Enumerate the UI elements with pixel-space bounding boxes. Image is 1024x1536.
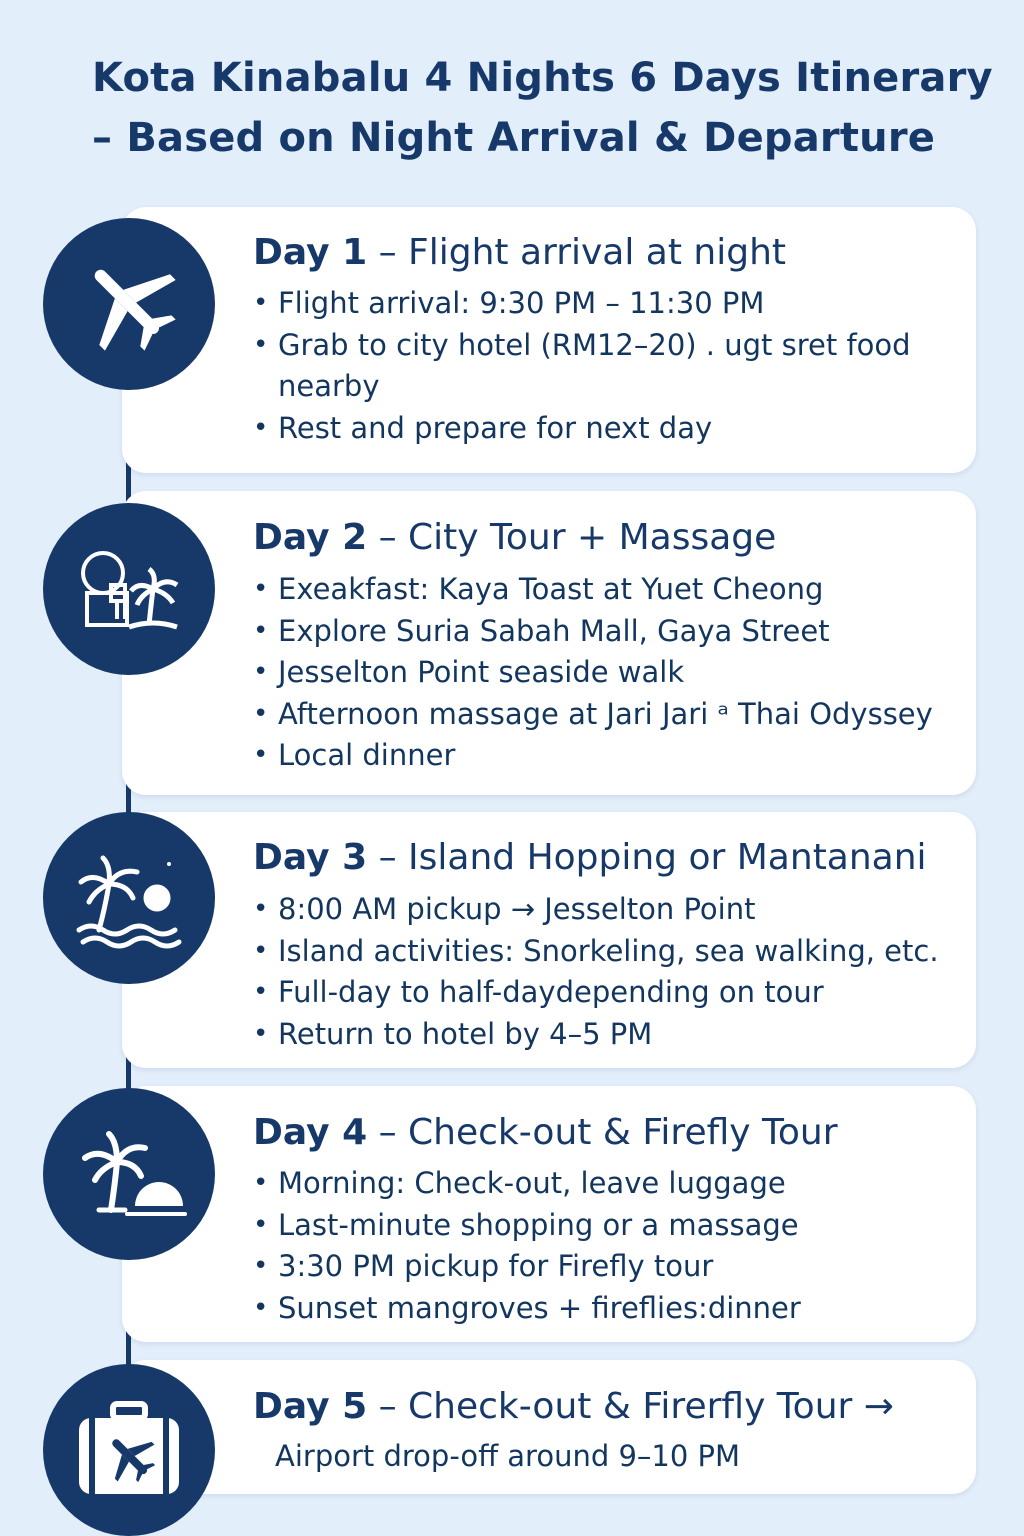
day-4-icon-circle (43, 1088, 215, 1260)
day-3-icon-circle (43, 812, 215, 984)
day-1-label: Day 1 (253, 232, 368, 273)
day-1-title: – Flight arrival at night (378, 232, 787, 273)
list-item: • 8:00 AM pickup → Jesselton Point (253, 889, 939, 931)
day-5-heading (253, 1385, 894, 1429)
day-3-title: – Island Hopping or Mantanani (378, 837, 927, 878)
list-item: • Return to hotel by 4–5 PM (253, 1014, 939, 1056)
day-2-icon-circle (43, 503, 215, 675)
list-item: • Full-day to half-daydepending on tour (253, 972, 939, 1014)
day-3-label: Day 3 (253, 837, 368, 878)
list-item: • Last-minute shopping or a massage (253, 1205, 801, 1247)
day-4-list (253, 1163, 801, 1329)
list-item: • Rest and prepare for next day (253, 408, 958, 450)
day-2-heading (253, 516, 776, 560)
island-palm-icon (69, 838, 189, 958)
city-palm-icon (69, 529, 189, 649)
page-title (92, 48, 992, 168)
day-4-heading (253, 1111, 838, 1155)
list-item: • 3:30 PM pickup for Firefly tour (253, 1246, 801, 1288)
day-5-label: Day 5 (253, 1386, 368, 1427)
palm-sunset-icon (69, 1114, 189, 1234)
day-5-title: – Check-out & Firerfly Tour → (378, 1386, 894, 1427)
day-1-icon-circle (43, 218, 215, 390)
day-5-icon-circle (43, 1364, 215, 1536)
list-item: • Afternoon massage at Jari Jari ᵃ Thai Odyssey (253, 694, 933, 736)
list-item: • Jesselton Point seaside walk (253, 652, 933, 694)
page-title-line-2: – Based on Night Arrival & Departure (92, 115, 936, 161)
day-5-note: Airport drop-off around 9–10 PM (275, 1439, 741, 1473)
list-item: • Explore Suria Sabah Mall, Gaya Street (253, 611, 933, 653)
day-2-label: Day 2 (253, 517, 368, 558)
luggage-plane-icon (69, 1390, 189, 1510)
list-item: • Island activities: Snorkeling, sea walking, etc. (253, 931, 939, 973)
list-item: • Sunset mangroves + fireflies:dinner (253, 1288, 801, 1330)
list-item: • Flight arrival: 9:30 PM – 11:30 PM (253, 283, 958, 325)
day-3-heading (253, 836, 927, 880)
list-item: • Local dinner (253, 735, 933, 777)
list-item: • Grab to city hotel (RM12–20) . ugt sret food nearby (253, 325, 958, 408)
page-title-line-1: Kota Kinabalu 4 Nights 6 Days Itinerary (92, 55, 993, 101)
day-1-heading (253, 231, 786, 275)
day-1-list (253, 283, 958, 449)
day-4-title: – Check-out & Firefly Tour (378, 1112, 838, 1153)
list-item: • Exeakfast: Kaya Toast at Yuet Cheong (253, 569, 933, 611)
day-3-list (253, 889, 939, 1055)
day-2-list (253, 569, 933, 777)
day-2-title: – City Tour + Massage (378, 517, 777, 558)
day-4-label: Day 4 (253, 1112, 368, 1153)
airplane-icon (69, 244, 189, 364)
list-item: • Morning: Check-out, leave luggage (253, 1163, 801, 1205)
